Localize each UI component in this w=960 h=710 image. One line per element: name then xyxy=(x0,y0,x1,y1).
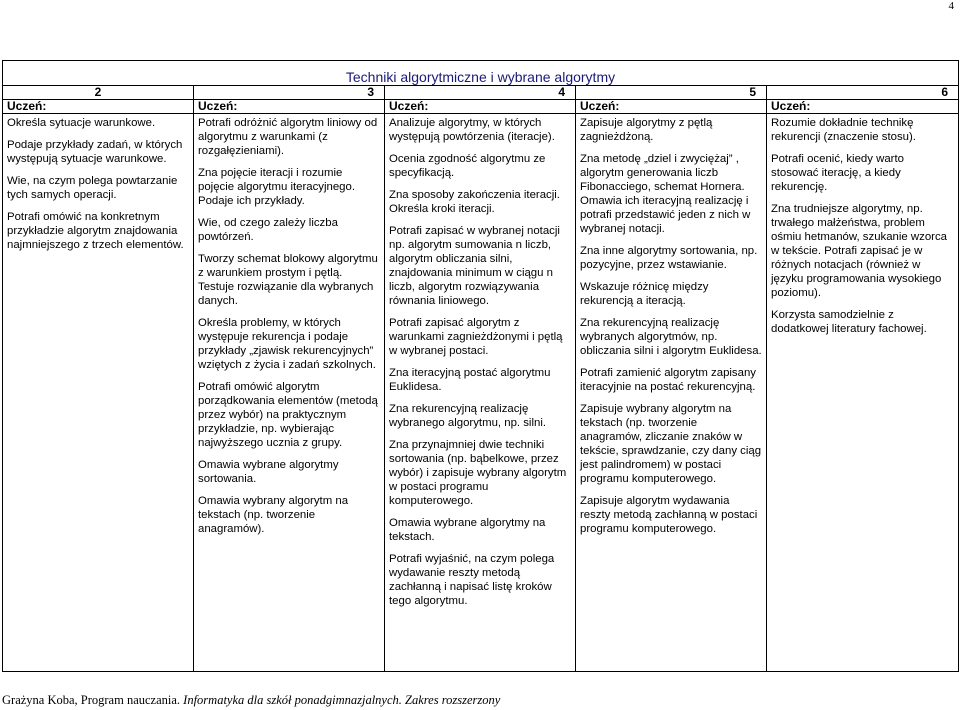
requirement-item: Potrafi zamienić algorytm zapisany iteracyjnie na postać rekurencyjną. xyxy=(580,367,756,393)
requirement-item: Ocenia zgodność algorytmu ze specyfikacją. xyxy=(389,153,546,179)
requirement-item: Wie, od czego zależy liczba powtórzeń. xyxy=(198,217,338,243)
grade-number: 2 xyxy=(3,86,194,100)
requirement-item: Zna sposoby zakończenia iteracji. Określa kroki iteracji. xyxy=(389,189,560,215)
grade-column xyxy=(194,114,385,672)
requirement-item: Potrafi omówić na konkretnym przykładzie algorytm znajdowania najmniejszego z trzech elementów. xyxy=(7,211,184,251)
requirement-item: Określa sytuacje warunkowe. xyxy=(7,117,156,129)
grade-column xyxy=(3,114,194,672)
column-header: Uczeń: xyxy=(385,100,576,114)
grade-column xyxy=(576,114,767,672)
requirement-item: Wie, na czym polega powtarzanie tych samych operacji. xyxy=(7,175,178,201)
requirement-item: Zna pojęcie iteracji i rozumie pojęcie algorytmu iteracyjnego. Podaje ich przykłady. xyxy=(198,167,356,207)
requirement-item: Potrafi zapisać algorytm z warunkami zagnieżdżonymi i pętlą w wybranej postaci. xyxy=(389,317,563,357)
footer-subtitle: Informatyka dla szkół ponadgimnazjalnych. Zakres rozszerzony xyxy=(183,693,501,707)
footer-author: Grażyna Koba, Program nauczania. xyxy=(2,693,184,707)
grade-column xyxy=(385,114,576,672)
column-header-row xyxy=(3,100,959,114)
requirement-item: Wskazuje różnicę między rekurencją a iteracją. xyxy=(580,281,709,307)
column-header: Uczeń: xyxy=(3,100,194,114)
grade-numbers-row xyxy=(3,86,959,100)
page-number: 4 xyxy=(948,0,954,12)
requirement-item: Potrafi odróżnić algorytm liniowy od algorytmu z warunkami (z rozgałęzieniami). xyxy=(198,117,378,157)
requirement-item: Potrafi zapisać w wybranej notacji np. algorytm sumowania n liczb, algorytm obliczania silni, znajdowania minimum w ciągu n liczb, algorytm rozwiązywania równania liniowego. xyxy=(389,225,560,307)
requirement-item: Zna inne algorytmy sortowania, np. pozycyjne, przez wstawianie. xyxy=(580,245,758,271)
requirements-table xyxy=(2,60,959,672)
requirement-item: Potrafi ocenić, kiedy warto stosować iterację, a kiedy rekurencję. xyxy=(771,153,904,193)
requirement-item: Podaje przykłady zadań, w których występują sytuacje warunkowe. xyxy=(7,139,183,165)
requirement-item: Zna rekurencyjną realizację wybranych algorytmów, np. obliczania silni i algorytm Euklidesa. xyxy=(580,317,762,357)
requirement-item: Omawia wybrane algorytmy na tekstach. xyxy=(389,517,546,543)
column-header: Uczeń: xyxy=(576,100,767,114)
requirement-item: Korzysta samodzielnie z dodatkowej literatury fachowej. xyxy=(771,309,927,335)
table-title-row xyxy=(3,61,959,86)
section-title: Techniki algorytmiczne i wybrane algorytmy xyxy=(3,61,959,86)
requirement-item: Potrafi wyjaśnić, na czym polega wydawanie reszty metodą zachłanną i napisać listę kroków tego algorytmu. xyxy=(389,553,555,607)
requirement-item: Zapisuje algorytm wydawania reszty metodą zachłanną w postaci programu komputerowego. xyxy=(580,495,758,535)
requirement-item: Zna trudniejsze algorytmy, np. trwałego małżeństwa, problem ośmiu hetmanów, szukanie wzorca w tekście. Potrafi zapisać je w różnych notacjach (również w języku programowania wysokiego poziomu). xyxy=(771,203,948,299)
requirement-item: Zapisuje algorytmy z pętlą zagnieżdżoną. xyxy=(580,117,713,143)
requirement-item: Zapisuje wybrany algorytm na tekstach (np. tworzenie anagramów, zliczanie znaków w tekście, sprawdzanie, czy dany ciąg jest palindromem) w postaci programu komputerowego. xyxy=(580,403,762,485)
column-header: Uczeń: xyxy=(767,100,959,114)
grade-number: 6 xyxy=(767,86,959,100)
requirement-item: Zna przynajmniej dwie techniki sortowania (np. bąbelkowe, przez wybór) i zapisuje wybrany algorytm w postaci programu komputerowego. xyxy=(389,439,567,507)
requirement-item: Omawia wybrane algorytmy sortowania. xyxy=(198,459,339,485)
grade-number: 5 xyxy=(576,86,767,100)
requirement-item: Określa problemy, w których występuje rekurencja i podaje przykłady „zjawisk rekurencyjnych” wziętych z życia i zadań szkolnych. xyxy=(198,317,376,371)
requirement-item: Rozumie dokładnie technikę rekurencji (znaczenie stosu). xyxy=(771,117,916,143)
requirement-item: Potrafi omówić algorytm porządkowania elementów (metodą przez wybór) na praktycznym przykładzie, np. wybierając najwyższego ucznia z grupy. xyxy=(198,381,378,449)
requirement-item: Tworzy schemat blokowy algorytmu z warunkiem prostym i pętlą. Testuje rozwiązanie dla wybranych danych. xyxy=(198,253,378,307)
requirement-item: Analizuje algorytmy, w których występują powtórzenia (iteracje). xyxy=(389,117,555,143)
requirements-row xyxy=(3,114,959,672)
requirement-item: Zna iteracyjną postać algorytmu Euklidesa. xyxy=(389,367,551,393)
column-header: Uczeń: xyxy=(194,100,385,114)
grade-number: 3 xyxy=(194,86,385,100)
grade-column xyxy=(767,114,959,672)
grade-number: 4 xyxy=(385,86,576,100)
requirement-item: Zna rekurencyjną realizację wybranego algorytmu, np. silni. xyxy=(389,403,547,429)
requirement-item: Zna metodę „dziel i zwyciężaj” , algorytm generowania liczb Fibonacciego, schemat Hornera. Omawia ich iteracyjną realizację i potrafi przedstawić jeden z nich w wybranej notacji. xyxy=(580,153,751,235)
requirement-item: Omawia wybrany algorytm na tekstach (np. tworzenie anagramów). xyxy=(198,495,349,535)
page-footer xyxy=(2,693,500,708)
